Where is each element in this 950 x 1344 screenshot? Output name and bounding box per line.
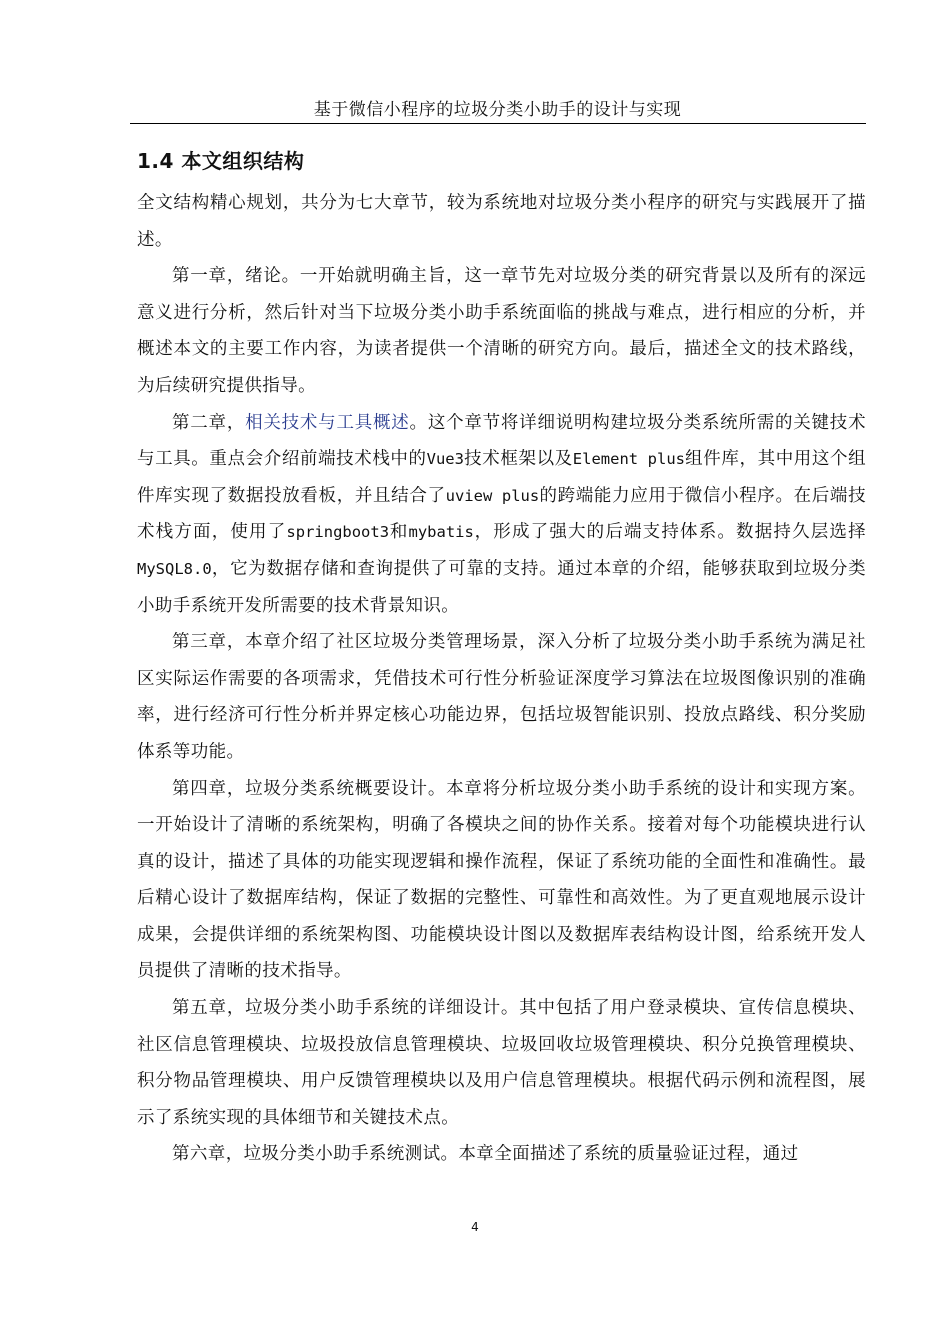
term-element-plus: Element plus	[572, 450, 685, 469]
ch2-text-6: ，形成了强大的后端支持体系。数据持久层选择	[473, 522, 867, 543]
ch2-text-3: 组件库，其中用这个组件库实现了数据投放看板，并且结合了	[137, 449, 867, 506]
paragraph-chapter-1: 第一章，绪论。一开始就明确主旨，这一章节先对垃圾分类的研究背景以及所有的深远意义进行分析，然后针对当下垃圾分类小助手系统面临的挑战与难点，进行相应的分析，并概述本文的主要工作内容，为读者提供一个清晰的研究方向。最后，描述全文的技术路线，为后续研究提供指导。	[137, 266, 866, 396]
ch2-text-2: 技术框架以及	[463, 449, 573, 470]
page-number: 4	[471, 1220, 479, 1234]
term-mybatis: mybatis	[408, 523, 474, 542]
running-header: 基于微信小程序的垃圾分类小助手的设计与实现	[313, 100, 682, 120]
paragraph-chapter-5: 第五章，垃圾分类小助手系统的详细设计。其中包括了用户登录模块、宣传信息模块、社区信息管理模块、垃圾投放信息管理模块、垃圾回收垃圾管理模块、积分兑换管理模块、积分物品管理模块、用户反馈管理模块以及用户信息管理模块。根据代码示例和流程图，展示了系统实现的具体细节和关键技术点。	[137, 998, 866, 1128]
term-springboot3: springboot3	[286, 523, 390, 542]
paragraph-chapter-3: 第三章，本章介绍了社区垃圾分类管理场景，深入分析了垃圾分类小助手系统为满足社区实际运作需要的各项需求，凭借技术可行性分析验证深度学习算法在垃圾图像识别的准确率，进行经济可行性分析并界定核心功能边界，包括垃圾智能识别、投放点路线、积分奖励体系等功能。	[137, 632, 866, 762]
chapter-2-title-link[interactable]: 相关技术与工具概述	[245, 412, 410, 433]
term-uview-plus: uview plus	[445, 486, 540, 505]
term-mysql: MySQL8.0	[137, 559, 212, 578]
ch2-text-1: 。这个章节将详细说明构建垃圾分类系统所需的关键技术与工具。重点会介绍前端技术栈中的	[137, 412, 866, 470]
paragraph-chapter-6: 第六章，垃圾分类小助手系统测试。本章全面描述了系统的质量验证过程，通过	[172, 1144, 799, 1165]
body-text	[137, 185, 866, 1173]
section-heading: 1.4 本文组织结构	[137, 149, 305, 173]
ch2-lead: 第二章，	[172, 412, 246, 433]
ch2-text-7: ，它为数据存储和查询提供了可靠的支持。通过本章的介绍，能够获取到垃圾分类小助手系统开发所需要的技术背景知识。	[137, 558, 866, 616]
paragraph-chapter-4: 第四章，垃圾分类系统概要设计。本章将分析垃圾分类小助手系统的设计和实现方案。一开始设计了清晰的系统架构，明确了各模块之间的协作关系。接着对每个功能模块进行认真的设计，描述了具体的功能实现逻辑和操作流程，保证了系统功能的全面性和准确性。最后精心设计了数据库结构，保证了数据的完整性、可靠性和高效性。为了更直观地展示设计成果，会提供详细的系统架构图、功能模块设计图以及数据库表结构设计图，给系统开发人员提供了清晰的技术指导。	[137, 778, 866, 982]
header-rule	[130, 123, 866, 124]
paragraph-chapter-2	[137, 405, 866, 625]
ch2-text-4: 的跨端能力应用于微信小程序。在后端技术栈方面，使用了	[137, 485, 866, 543]
ch2-text-5: 和	[389, 522, 409, 543]
term-vue3: Vue3	[426, 450, 464, 469]
paragraph-intro: 全文结构精心规划，共分为七大章节，较为系统地对垃圾分类小程序的研究与实践展开了描述。	[137, 193, 866, 250]
